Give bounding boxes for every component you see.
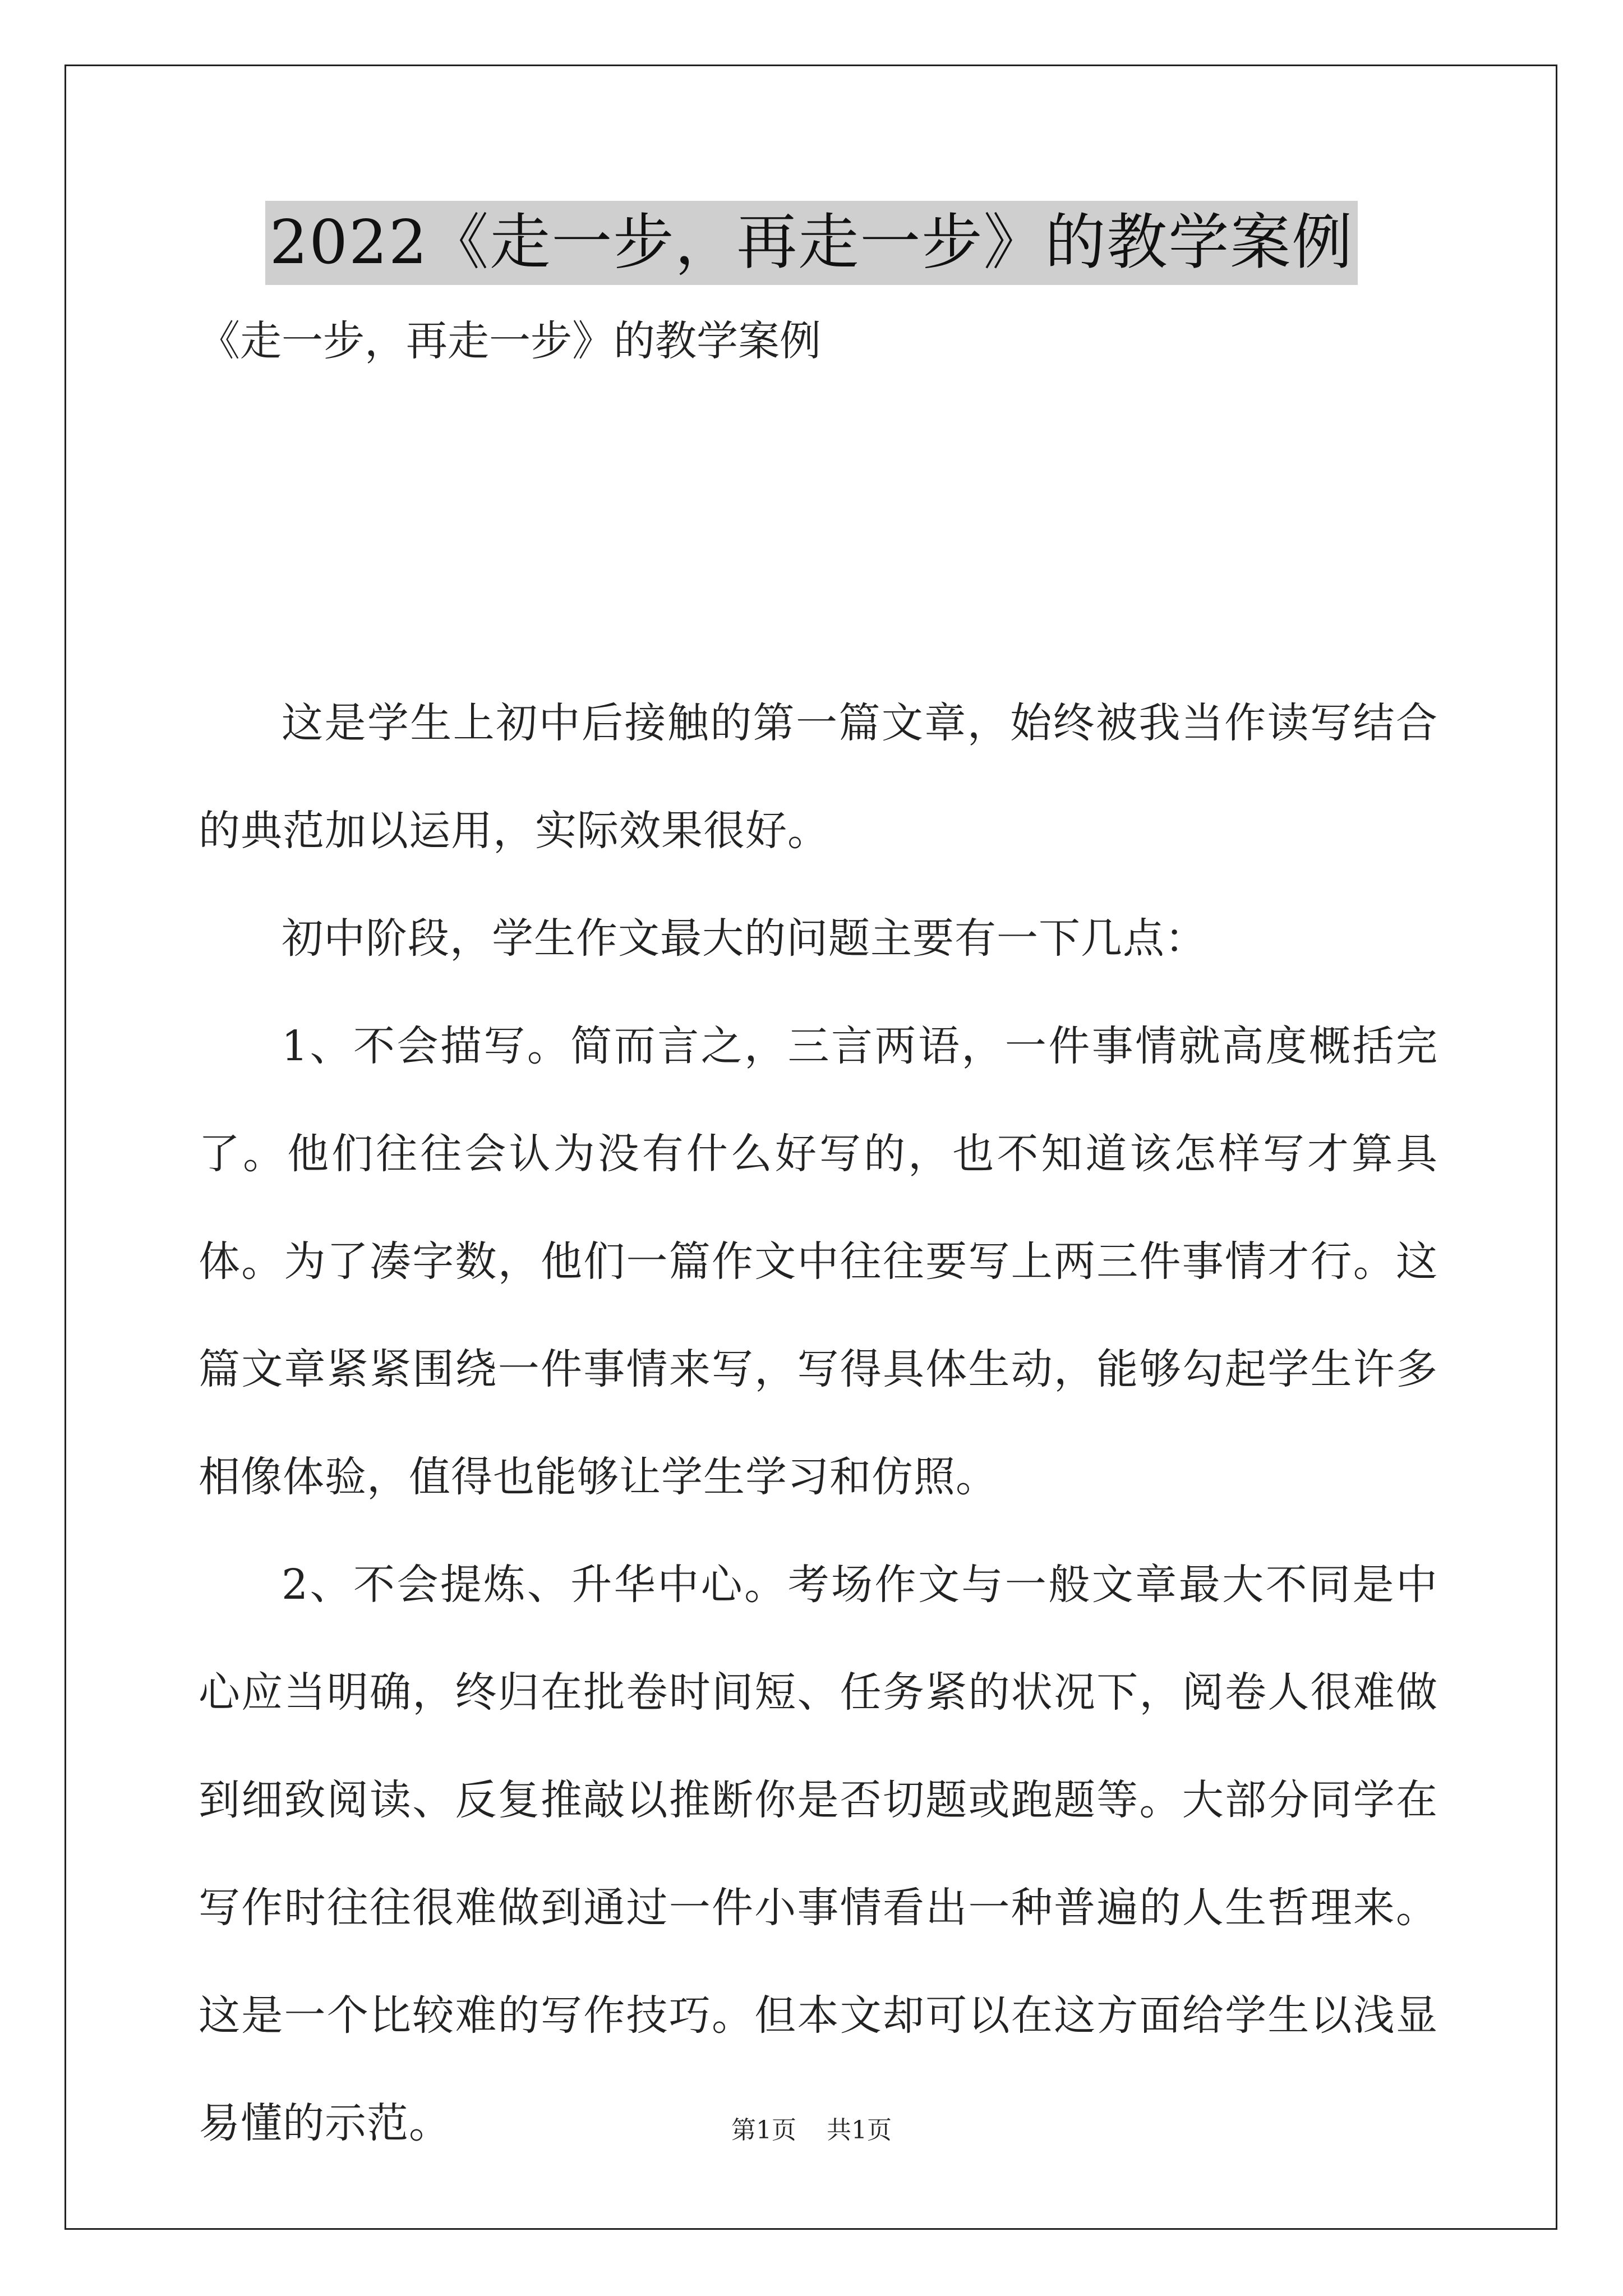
document-subtitle: 《走一步，再走一步》的教学案例	[199, 317, 821, 365]
page-number: 第1页	[731, 2116, 796, 2145]
paragraph-1: 这是学生上初中后接触的第一篇文章，始终被我当作读写结合的典范加以运用，实际效果很好。	[199, 699, 1438, 855]
document-body	[199, 669, 1438, 2177]
title-container	[0, 201, 1623, 285]
paragraph-2: 初中阶段，学生作文最大的问题主要有一下几点：	[282, 914, 1207, 963]
paragraph-4: 2、不会提炼、升华中心。考场作文与一般文章最大不同是中心应当明确，终归在批卷时间短、任务紧的状况下，阅卷人很难做到细致阅读、反复推敲以推断你是否切题或跑题等。大部分同学在写作时往往很难做到通过一件小事情看出一种普遍的人生哲理来。这是一个比较难的写作技巧。但本文却可以在这方面给学生以浅显易懂的示范。	[199, 1561, 1438, 2147]
document-title: 2022《走一步，再走一步》的教学案例	[265, 201, 1358, 285]
paragraph-3: 1、不会描写。简而言之，三言两语，一件事情就高度概括完了。他们往往会认为没有什么好写的，也不知道该怎样写才算具体。为了凑字数，他们一篇作文中往往要写上两三件事情才行。这篇文章紧紧围绕一件事情来写，写得具体生动，能够勾起学生许多相像体验，值得也能够让学生学习和仿照。	[199, 1022, 1438, 1501]
page-footer	[0, 2114, 1623, 2147]
page-total: 共1页	[827, 2116, 892, 2145]
